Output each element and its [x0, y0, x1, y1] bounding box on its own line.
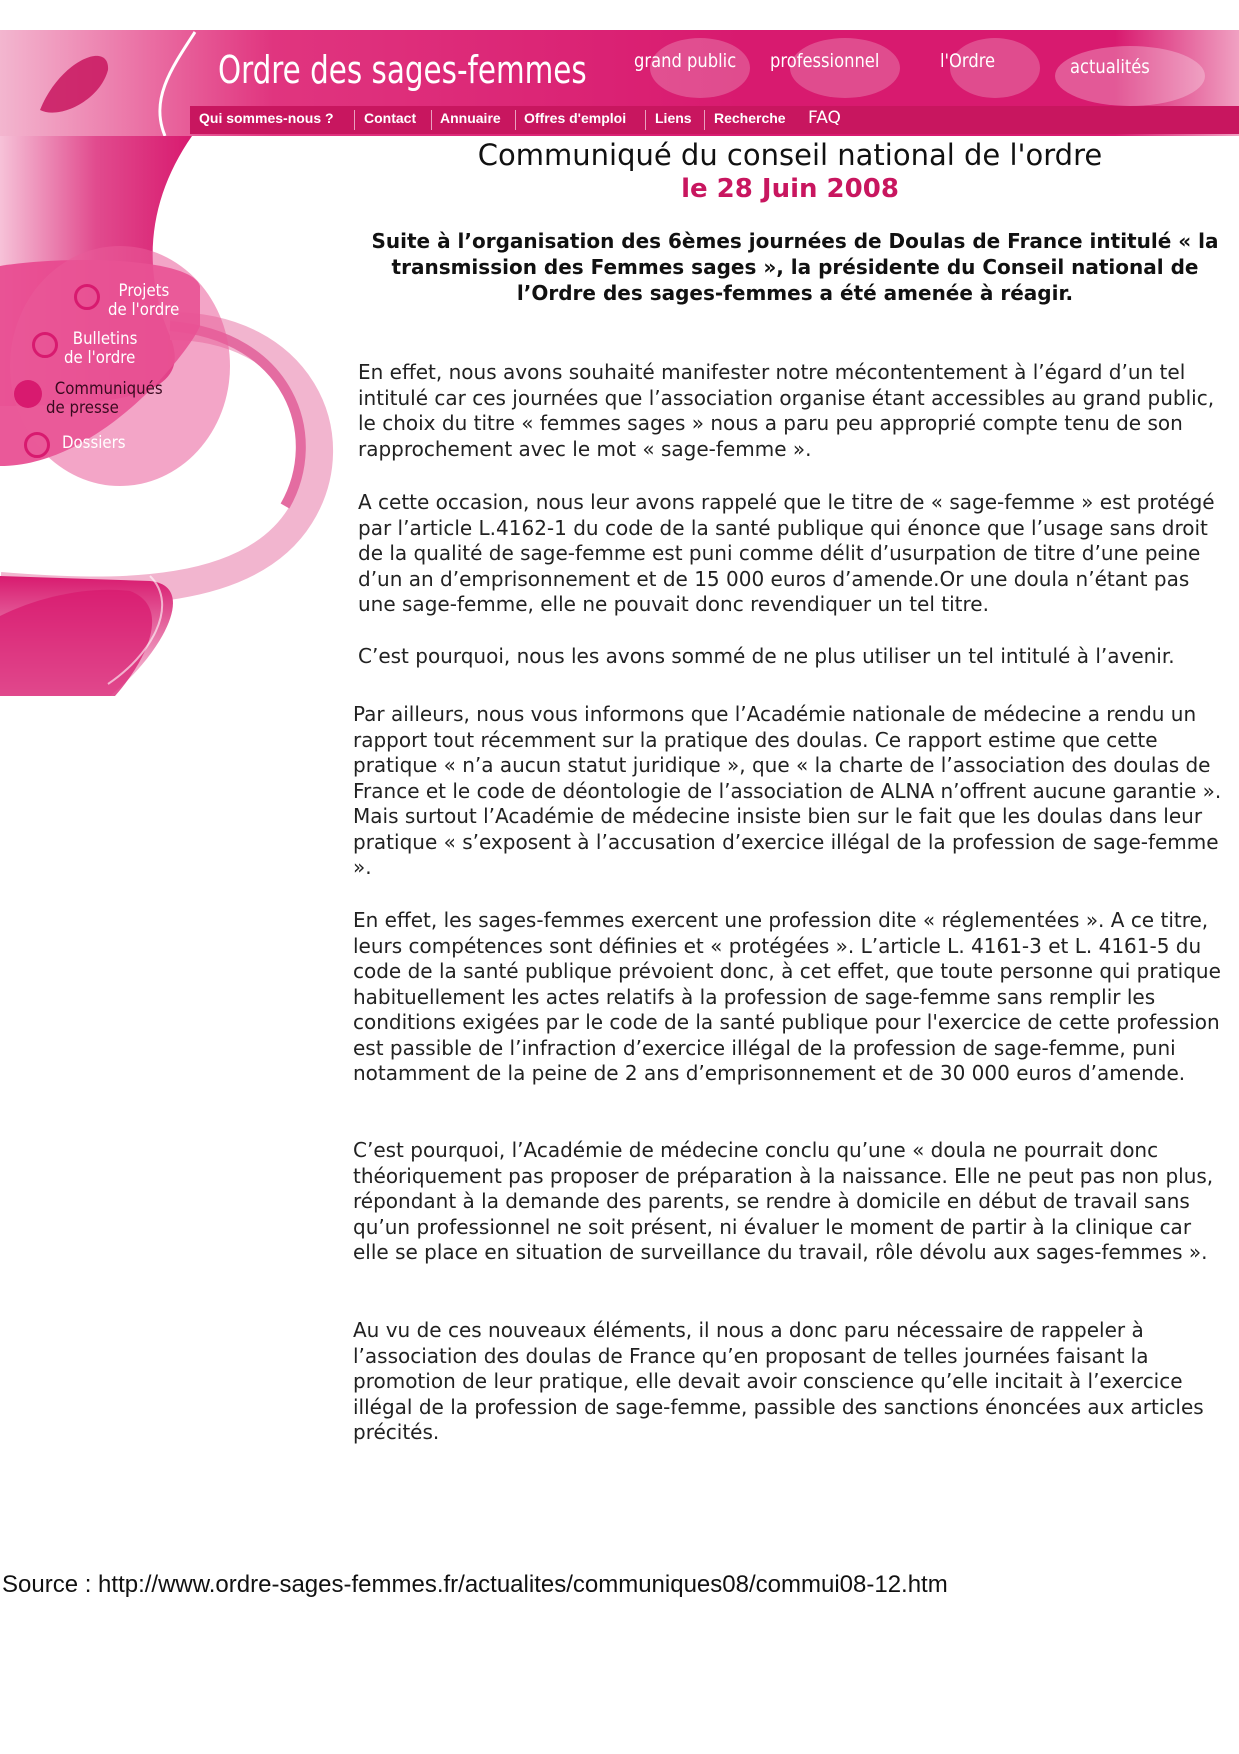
article-paragraph: C’est pourquoi, l’Académie de médecine conclu qu’une « doula ne pourrait donc théoriquement pas proposer de préparation à la naissance. Elle ne peut pas non plus, répondant à la demande des parents, se rendre à domicile en début de travail sans qu’un professionnel ne soit présent, ni évaluer le moment de partir à la clinique car elle se place en situation de surveillance du travail, rôle dévolu aux sages-femmes ».	[353, 1138, 1214, 1264]
article-paragraph: En effet, les sages-femmes exercent une profession dite « réglementées ». A ce titre, leurs compétences sont définies et « protégées ». L’article L. 4161-3 et L. 4161-5 du code de la santé publique prévoient donc, à cet effet, que toute personne qui pratique habituellement les actes relatifs à la profession de sage-femme sans remplir les conditions exigées par le code de la santé publique pour l'exercice de cette profession est passible de l’infraction d’exercice illégal de la profession de sage-femme, puni notamment de la peine de 2 ans d’emprisonnement et de 30 000 euros d’amende.	[353, 908, 1221, 1085]
sidebar-item-projets[interactable]	[108, 282, 179, 320]
subnav-separator	[431, 110, 432, 130]
sidebar-item-label: de l'ordre	[64, 348, 136, 368]
subnav-recherche[interactable]: Recherche	[714, 110, 786, 126]
page-date: le 28 Juin 2008	[681, 174, 899, 204]
ring-icon	[24, 432, 50, 458]
tab-professionnel[interactable]: professionnel	[770, 50, 880, 72]
sidebar-item-label: Dossiers	[62, 433, 126, 453]
article-paragraph: C’est pourquoi, nous les avons sommé de ne plus utiliser un tel intitulé à l’avenir.	[358, 644, 1175, 668]
article-paragraph: A cette occasion, nous leur avons rappelé que le titre de « sage-femme » est protégé par l’article L.4162-1 du code de la santé publique qui énonce que l’usage sans droit de la qualité de sage-femme est puni comme délit d’usurpation de titre d’une peine d’un an d’emprisonnement et de 15 000 euros d’amende.Or une doula n’étant pas une sage-femme, elle ne pouvait donc revendiquer un tel titre.	[358, 490, 1215, 616]
subnav-annuaire[interactable]: Annuaire	[440, 110, 501, 126]
page-title: Communiqué du conseil national de l'ordre	[477, 138, 1103, 172]
sidebar-item-label: de presse	[46, 398, 119, 418]
site-title[interactable]: Ordre des sages-femmes	[218, 48, 587, 92]
subnav-separator	[704, 110, 705, 130]
article-paragraph: Par ailleurs, nous vous informons que l’Académie nationale de médecine a rendu un rapport tout récemment sur la pratique des doulas. Ce rapport estime que cette pratique « n’a aucun statut juridique », que « la charte de l’association des doulas de France et le code de déontologie de l’association de ALNA n’offrent aucune garantie ». Mais surtout l’Académie de médecine insiste bien sur le fait que les doulas dans leur pratique « s’exposent à l’accusation d’exercice illégal de la profession de sage-femme ».	[353, 702, 1222, 879]
sidebar-item-label: Communiqués	[54, 379, 163, 399]
tab-actualites[interactable]: actualités	[1070, 56, 1150, 78]
sidebar-item-label: de l'ordre	[108, 300, 180, 320]
left-sidebar	[0, 136, 340, 696]
source-link[interactable]: Source : http://www.ordre-sages-femmes.fr/actualites/communiques08/commui08-12.htm	[2, 1571, 948, 1598]
ring-icon	[32, 332, 58, 358]
active-dot-icon	[14, 380, 42, 408]
subnav-faq[interactable]: FAQ	[808, 108, 841, 128]
article-lead: Suite à l’organisation des 6èmes journées de Doulas de France intitulé « la transmission des Femmes sages », la présidente du Conseil national de l’Ordre des sages-femmes a été amenée à réagir.	[371, 229, 1219, 305]
article-paragraph: En effet, nous avons souhaité manifester notre mécontentement à l’égard d’un tel intitulé car ces journées que l’association organise étant accessibles au grand public, le choix du titre « femmes sages » nous a paru peu approprié compte tenu de son rapprochement avec le mot « sage-femme ».	[358, 360, 1215, 461]
sidebar-item-communiques[interactable]	[46, 380, 163, 418]
tab-grand-public[interactable]: grand public	[634, 50, 737, 72]
subnav-qui-sommes-nous[interactable]: Qui sommes-nous ?	[199, 110, 334, 126]
subnav-separator	[645, 110, 646, 130]
sidebar-item-label: Bulletins	[72, 329, 138, 349]
subnav-offres-emploi[interactable]: Offres d'emploi	[524, 110, 627, 126]
sidebar-item-label: Projets	[118, 281, 170, 301]
site-header	[0, 30, 1239, 136]
subnav-separator	[354, 110, 355, 130]
subnav-separator	[515, 110, 516, 130]
tab-l-ordre[interactable]: l'Ordre	[940, 50, 996, 72]
sidebar-item-bulletins[interactable]	[64, 330, 137, 368]
sidebar-item-dossiers[interactable]	[62, 434, 126, 453]
article-paragraph: Au vu de ces nouveaux éléments, il nous a donc paru nécessaire de rappeler à l’association des doulas de France qu’en proposant de telles journées faisant la promotion de leur pratique, elle devait avoir conscience qu’elle incitait à l’exercice illégal de la profession de sage-femme, passible des sanctions énoncées aux articles précités.	[353, 1318, 1204, 1444]
subnav-liens[interactable]: Liens	[655, 110, 692, 126]
subnav-contact[interactable]: Contact	[364, 110, 417, 126]
ring-icon	[74, 284, 100, 310]
